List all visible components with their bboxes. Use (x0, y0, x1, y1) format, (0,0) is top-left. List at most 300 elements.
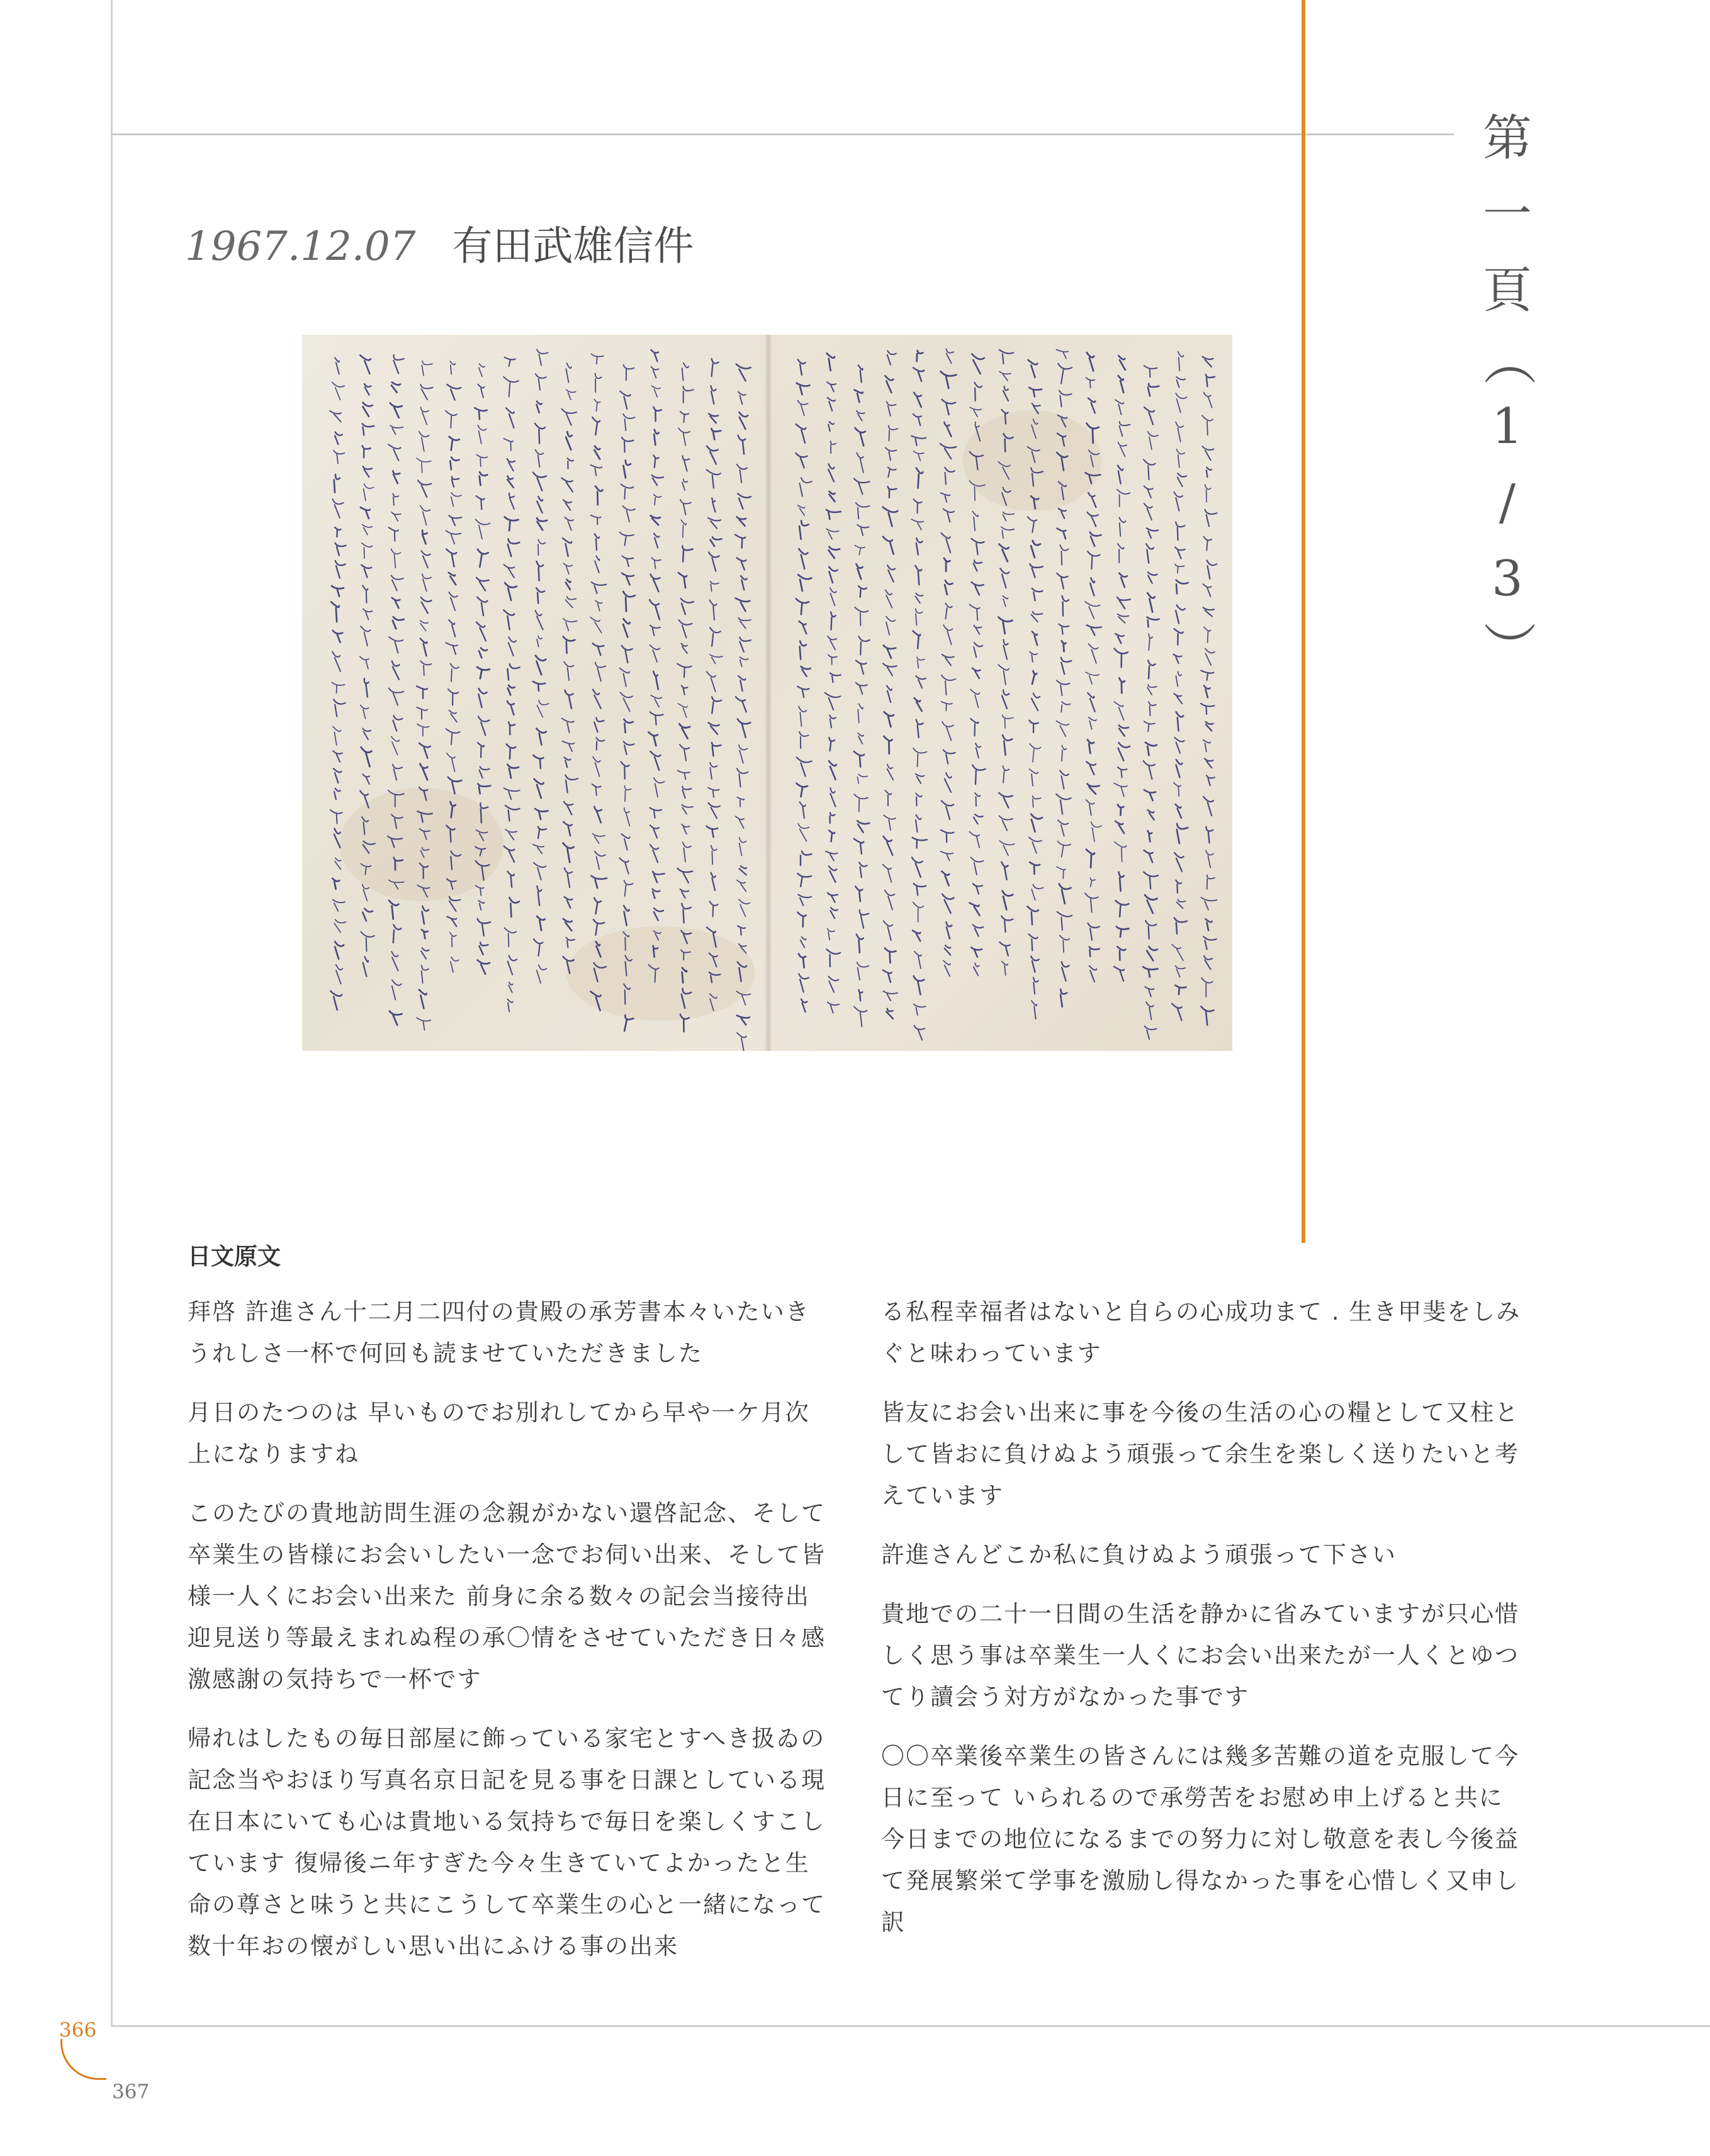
ink-stroke (799, 707, 807, 726)
ink-stroke (677, 868, 692, 883)
ink-stroke (799, 520, 809, 539)
ink-stroke (1056, 794, 1071, 814)
ink-stroke (682, 904, 691, 923)
ink-stroke (595, 556, 599, 573)
ink-stroke (650, 751, 660, 770)
ink-stroke (830, 588, 836, 605)
ink-stroke (1062, 962, 1069, 980)
ink-stroke (593, 834, 605, 844)
ink-stroke (447, 753, 455, 772)
ink-stroke (796, 598, 809, 614)
ink-stroke (449, 710, 457, 722)
ink-stroke (970, 719, 978, 736)
ink-stroke (916, 566, 922, 585)
ink-stroke (1174, 629, 1183, 644)
ink-stroke (682, 989, 691, 1008)
ink-stroke (361, 626, 370, 646)
ink-stroke (942, 675, 955, 695)
ink-stroke (1029, 934, 1038, 950)
ink-stroke (945, 604, 952, 619)
ink-stroke (1117, 946, 1125, 960)
ink-stroke (592, 582, 606, 593)
ink-stroke (537, 349, 548, 365)
ink-stroke (1174, 738, 1184, 753)
ink-stroke (505, 357, 515, 366)
ink-stroke (857, 821, 869, 832)
ink-stroke (537, 636, 542, 647)
ink-stroke (335, 432, 342, 444)
ink-stroke (683, 386, 694, 403)
ink-stroke (360, 791, 368, 808)
ink-stroke (973, 925, 984, 936)
ink-stroke (393, 355, 403, 373)
ink-stroke (1118, 466, 1123, 484)
ink-stroke (420, 661, 431, 676)
ink-stroke (737, 1033, 746, 1050)
ink-stroke (1118, 743, 1130, 761)
ink-stroke (707, 469, 721, 488)
ink-stroke (1088, 923, 1100, 940)
ink-stroke (595, 486, 603, 505)
ink-stroke (682, 787, 691, 799)
ink-stroke (999, 816, 1013, 830)
ink-stroke (330, 810, 342, 824)
ink-stroke (680, 412, 689, 422)
ink-stroke (449, 620, 455, 637)
ink-stroke (335, 941, 344, 959)
page-part-char: （ (1477, 332, 1539, 386)
ink-stroke (831, 441, 836, 454)
ink-stroke (1147, 528, 1158, 538)
ink-stroke (854, 1006, 867, 1026)
handwriting (302, 335, 1232, 1051)
ink-stroke (1144, 459, 1156, 480)
ink-stroke (480, 943, 488, 955)
ink-stroke (1205, 758, 1213, 768)
ink-stroke (1207, 468, 1212, 477)
ink-stroke (363, 466, 372, 477)
ink-stroke (333, 726, 341, 745)
ink-stroke (1201, 671, 1213, 681)
ink-stroke (653, 889, 660, 899)
ink-stroke (391, 382, 400, 392)
ink-stroke (504, 928, 516, 946)
ink-stroke (1001, 862, 1008, 880)
ink-stroke (998, 462, 1010, 480)
ink-stroke (1176, 449, 1184, 468)
ink-stroke (624, 984, 630, 1004)
ink-stroke (335, 357, 339, 374)
paragraph: 貴地での二十一日間の生活を静かに省みていますが只心惜しく思う事は卒業生一人くにお会い出来たが一人くとゆつてり讀会う対方がなかった事です (881, 1600, 1519, 1710)
ink-stroke (678, 573, 687, 588)
ink-stroke (363, 728, 371, 739)
ink-stroke (1032, 885, 1043, 901)
ink-stroke (389, 901, 398, 919)
ink-stroke (537, 561, 544, 581)
ink-stroke (712, 697, 721, 714)
ink-stroke (362, 817, 368, 834)
ink-stroke (392, 661, 400, 680)
ink-stroke (828, 422, 834, 431)
ink-stroke (1059, 391, 1072, 407)
ink-stroke (475, 846, 485, 856)
ink-stroke (1149, 634, 1152, 650)
ink-stroke (797, 505, 804, 515)
ink-stroke (476, 861, 490, 880)
paragraph: 拜啓 許進さん十二月二四付の貴殿の承芳書本々いたいきうれしさ一杯で何回も読ませていただきました (188, 1298, 810, 1367)
paragraph: 月日のたつのは 早いものでお別れしてから早や一ケ月次上になりますね (188, 1399, 810, 1468)
ink-stroke (740, 838, 746, 856)
ink-stroke (478, 960, 490, 974)
ink-stroke (709, 953, 717, 967)
ink-stroke (1003, 434, 1013, 452)
ink-stroke (1144, 872, 1158, 889)
ink-stroke (886, 590, 892, 608)
ink-stroke (883, 507, 898, 527)
ink-stroke (621, 762, 629, 779)
ink-stroke (709, 803, 721, 818)
ink-stroke (1058, 364, 1072, 384)
ink-stroke (857, 775, 867, 784)
ink-stroke (800, 478, 812, 496)
ink-stroke (451, 493, 461, 507)
ink-stroke (596, 941, 601, 957)
ink-stroke (651, 386, 660, 397)
ink-stroke (1205, 485, 1211, 502)
ink-stroke (419, 743, 430, 758)
ink-stroke (827, 382, 836, 391)
ink-stroke (799, 974, 808, 992)
ink-stroke (854, 478, 869, 494)
ink-stroke (1031, 496, 1038, 508)
ink-stroke (829, 831, 835, 842)
ink-stroke (590, 617, 602, 633)
ink-stroke (1204, 686, 1210, 698)
ink-stroke (969, 832, 979, 848)
ink-stroke (561, 478, 573, 492)
ink-stroke (972, 512, 978, 531)
top-rule (111, 133, 1454, 135)
ink-stroke (394, 858, 403, 870)
ink-stroke (652, 475, 663, 485)
ink-stroke (854, 794, 868, 812)
ink-stroke (624, 786, 631, 802)
ink-stroke (970, 605, 980, 620)
ink-stroke (391, 814, 403, 828)
ink-stroke (536, 374, 546, 390)
ink-stroke (827, 929, 835, 940)
ink-stroke (653, 671, 658, 690)
ink-stroke (361, 507, 370, 519)
ink-stroke (914, 1026, 925, 1040)
ink-stroke (654, 407, 661, 422)
ink-stroke (478, 743, 484, 757)
ink-stroke (537, 497, 543, 513)
ink-stroke (857, 525, 869, 536)
ink-stroke (1201, 704, 1215, 714)
ink-stroke (1145, 895, 1157, 913)
ink-stroke (623, 592, 635, 612)
ink-stroke (417, 458, 431, 473)
ink-stroke (418, 480, 431, 497)
ink-stroke (739, 866, 746, 875)
ink-stroke (1029, 837, 1042, 853)
ink-stroke (1176, 580, 1188, 594)
ink-stroke (798, 824, 809, 841)
ink-stroke (450, 458, 459, 470)
ink-stroke (390, 425, 403, 434)
ink-stroke (1205, 510, 1217, 526)
ink-stroke (419, 432, 429, 451)
ink-stroke (1088, 493, 1096, 507)
ink-stroke (538, 540, 545, 556)
ink-stroke (740, 412, 748, 429)
ink-stroke (1085, 602, 1100, 619)
ink-stroke (361, 864, 371, 875)
ink-stroke (591, 465, 602, 476)
ink-stroke (799, 732, 809, 748)
ink-stroke (420, 385, 433, 400)
ink-stroke (884, 921, 893, 940)
ink-stroke (1204, 393, 1212, 408)
ink-stroke (711, 537, 722, 547)
ink-stroke (712, 359, 719, 376)
ink-stroke (335, 858, 341, 869)
ink-stroke (393, 471, 400, 483)
ink-stroke (363, 841, 375, 853)
ink-stroke (508, 685, 515, 695)
ink-stroke (565, 775, 578, 793)
ink-stroke (1144, 761, 1155, 779)
ink-stroke (333, 631, 343, 643)
ink-stroke (654, 778, 665, 797)
ink-stroke (537, 401, 542, 413)
ink-stroke (391, 575, 403, 590)
ink-stroke (503, 610, 514, 629)
ink-stroke (682, 805, 693, 814)
ink-stroke (736, 816, 744, 828)
ink-stroke (944, 422, 951, 437)
ink-stroke (1147, 946, 1157, 960)
ink-stroke (363, 525, 373, 535)
ink-stroke (801, 937, 806, 948)
ink-stroke (509, 637, 516, 656)
ink-stroke (1149, 702, 1156, 716)
ink-stroke (883, 970, 892, 982)
ink-stroke (363, 774, 369, 784)
ink-stroke (536, 610, 543, 629)
ink-stroke (1119, 678, 1125, 693)
ink-stroke (505, 829, 517, 839)
ink-stroke (392, 598, 400, 609)
ink-stroke (624, 808, 630, 826)
ink-stroke (1030, 769, 1038, 786)
ink-stroke (505, 583, 517, 600)
ink-stroke (533, 473, 546, 491)
ink-stroke (1057, 912, 1072, 930)
ink-stroke (1176, 985, 1186, 995)
ink-stroke (1119, 573, 1127, 588)
ink-stroke (711, 846, 717, 865)
ink-stroke (1032, 403, 1040, 413)
ink-stroke (943, 509, 954, 522)
ink-stroke (1059, 624, 1069, 634)
ink-stroke (624, 719, 633, 733)
ink-stroke (798, 400, 808, 415)
ink-stroke (1003, 639, 1008, 659)
ink-stroke (651, 515, 661, 525)
ink-stroke (364, 678, 369, 697)
ink-stroke (887, 351, 896, 364)
ink-stroke (363, 957, 368, 976)
ink-stroke (1030, 564, 1042, 577)
ink-stroke (506, 408, 514, 428)
ink-stroke (712, 498, 715, 512)
ink-stroke (857, 452, 863, 473)
ink-stroke (653, 455, 658, 468)
paragraph: 〇〇卒業後卒業生の皆さんには幾多苦難の道を克服して今日に至って いられるので承勞苦をお慰め申上げると共に今日までの地位になるまでの努力に対し敬意を表し今後益て発展繁栄て学事を激励し得なかった事を心惜しく又申し訳 (881, 1743, 1519, 1936)
ink-stroke (478, 385, 484, 398)
ink-stroke (707, 928, 716, 948)
ink-stroke (998, 665, 1009, 685)
ink-stroke (566, 432, 572, 450)
ink-stroke (828, 1002, 839, 1013)
ink-stroke (1032, 1001, 1037, 1019)
ink-stroke (973, 884, 982, 894)
ink-stroke (942, 702, 952, 710)
ink-stroke (452, 476, 459, 486)
ink-stroke (941, 371, 957, 388)
letter-photo (302, 335, 1232, 1051)
ink-stroke (391, 549, 401, 568)
ink-stroke (623, 619, 629, 637)
ink-stroke (858, 586, 867, 597)
ink-stroke (1144, 790, 1156, 800)
ink-stroke (887, 686, 892, 702)
ink-stroke (1029, 388, 1042, 397)
ink-stroke (945, 468, 955, 485)
ink-stroke (942, 871, 949, 885)
ink-stroke (970, 690, 979, 708)
ink-stroke (914, 698, 922, 711)
ink-stroke (1117, 926, 1129, 936)
ink-stroke (1028, 447, 1040, 463)
ink-stroke (974, 626, 982, 634)
ink-stroke (419, 990, 427, 1009)
ink-stroke (478, 425, 487, 444)
ink-stroke (1176, 804, 1182, 818)
text-column-right (881, 1291, 1523, 1961)
ink-stroke (449, 515, 461, 525)
ink-stroke (421, 597, 432, 613)
ink-stroke (683, 842, 691, 862)
ink-stroke (1117, 490, 1130, 507)
ink-stroke (422, 531, 427, 544)
ink-stroke (448, 689, 458, 705)
ink-stroke (391, 512, 401, 521)
ink-stroke (537, 700, 549, 717)
ink-stroke (509, 722, 515, 734)
ink-stroke (797, 687, 809, 697)
ink-stroke (916, 538, 923, 554)
ink-stroke (1176, 899, 1185, 908)
ink-stroke (797, 912, 806, 927)
ink-stroke (1115, 821, 1124, 833)
ink-stroke (450, 933, 456, 947)
ink-stroke (650, 845, 658, 863)
ink-stroke (478, 549, 488, 568)
ink-stroke (737, 797, 744, 807)
ink-stroke (1203, 584, 1212, 597)
ink-stroke (946, 922, 952, 938)
ink-stroke (738, 676, 745, 691)
ink-stroke (538, 827, 546, 838)
ink-stroke (883, 991, 897, 1001)
ink-stroke (801, 851, 811, 865)
ink-stroke (1120, 422, 1130, 436)
ink-stroke (1174, 853, 1184, 872)
ink-stroke (941, 830, 954, 842)
ink-stroke (1002, 690, 1010, 709)
ink-stroke (883, 865, 892, 882)
ink-stroke (826, 851, 837, 861)
ink-stroke (1147, 593, 1155, 612)
ink-stroke (681, 950, 690, 960)
page-part-char: 1 (1492, 398, 1523, 456)
page-part-char: 一 (1482, 186, 1532, 243)
ink-stroke (595, 663, 605, 682)
ink-stroke (1033, 796, 1041, 807)
ink-stroke (564, 662, 573, 680)
ink-stroke (1088, 784, 1100, 794)
ink-stroke (916, 815, 921, 832)
ink-stroke (537, 518, 547, 530)
ink-stroke (708, 788, 719, 797)
ink-stroke (1176, 880, 1181, 893)
ink-stroke (737, 464, 748, 483)
ink-stroke (830, 788, 835, 807)
ink-stroke (563, 843, 574, 863)
ink-stroke (1178, 352, 1184, 371)
ink-stroke (1032, 419, 1038, 438)
ink-stroke (860, 910, 869, 928)
paragraph: 皆友にお会い出来に事を今後の生活の心の糧として又柱として皆おに負けぬよう頑張って余生を楽しく送りたいと考えています (881, 1399, 1519, 1509)
ink-stroke (335, 527, 340, 537)
ink-stroke (1146, 544, 1154, 563)
ink-stroke (883, 537, 894, 554)
ink-stroke (624, 1015, 633, 1031)
ink-stroke (1088, 739, 1094, 753)
ink-stroke (446, 729, 460, 744)
ink-stroke (1148, 572, 1157, 583)
ink-stroke (421, 848, 429, 858)
ink-stroke (998, 617, 1012, 634)
ink-stroke (536, 450, 544, 468)
ink-stroke (970, 407, 981, 417)
ink-stroke (361, 747, 372, 766)
ink-stroke (417, 885, 430, 897)
ink-stroke (1003, 386, 1008, 401)
ink-stroke (393, 765, 402, 780)
ink-stroke (797, 783, 808, 797)
ink-stroke (446, 549, 456, 567)
ink-stroke (712, 429, 721, 439)
ink-stroke (1090, 878, 1095, 887)
ink-stroke (972, 668, 981, 679)
ink-stroke (976, 743, 981, 758)
ink-stroke (1031, 468, 1043, 486)
ink-stroke (913, 748, 927, 767)
